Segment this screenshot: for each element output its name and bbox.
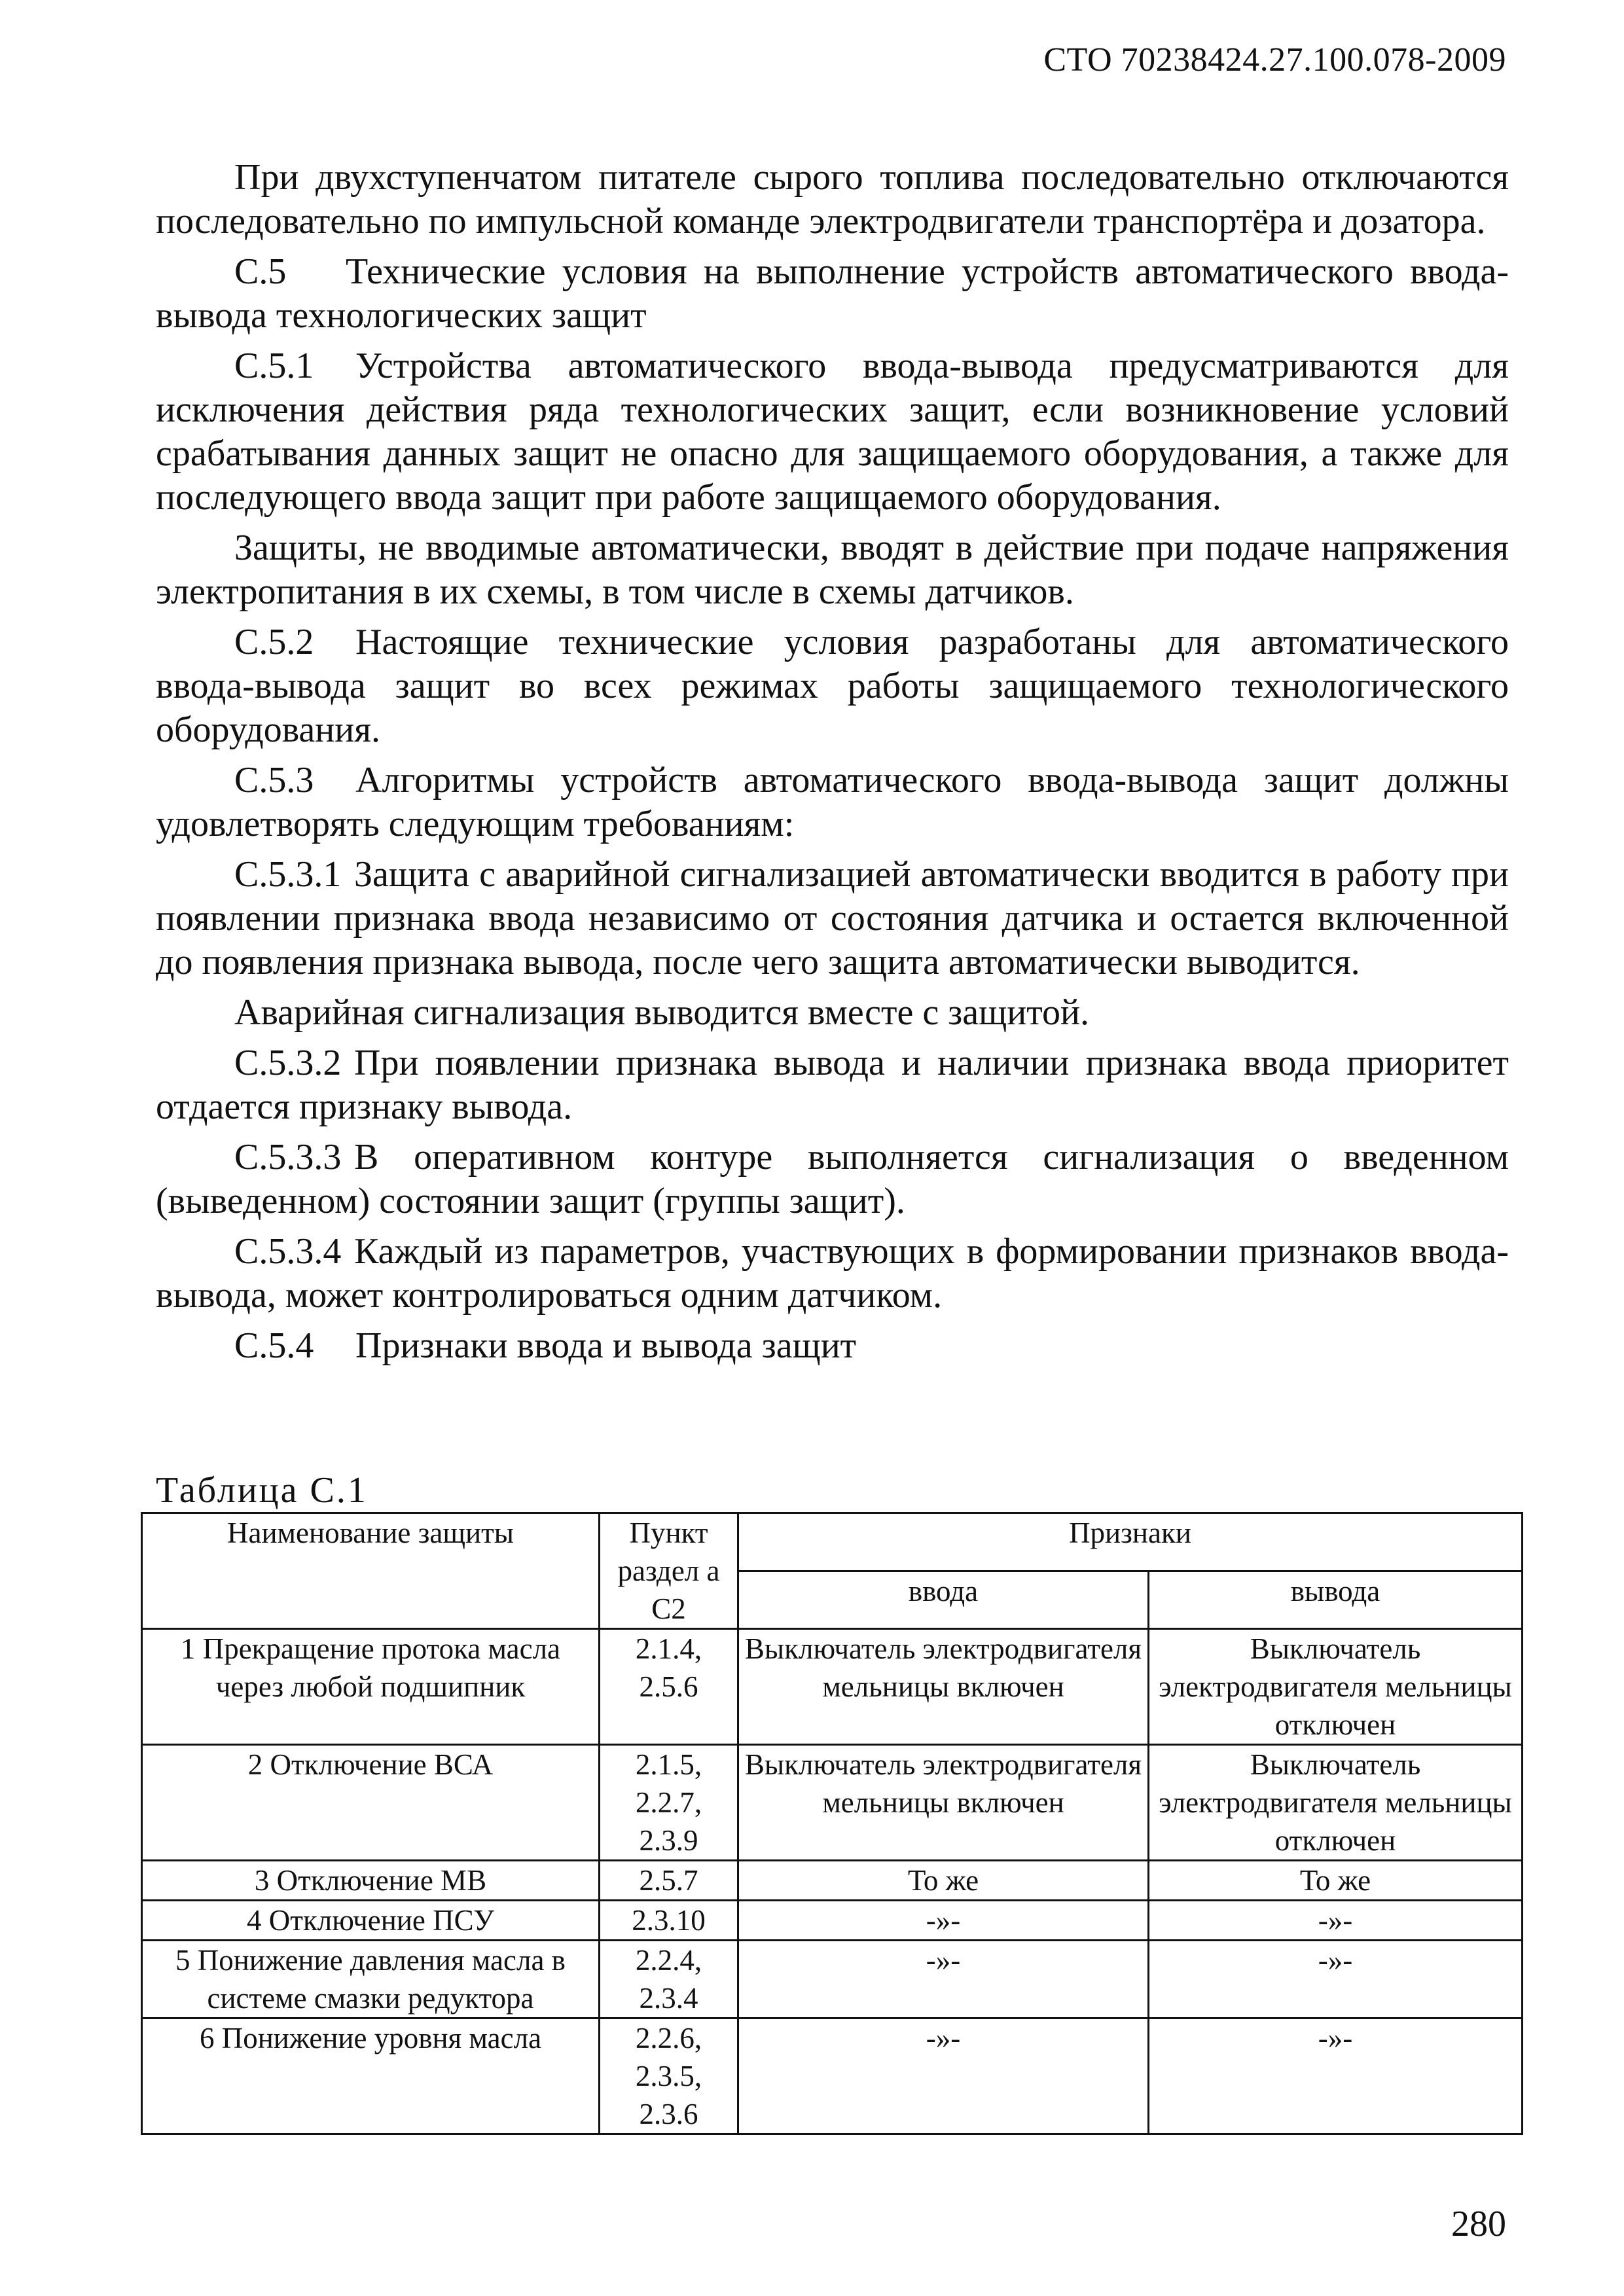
cell-name: 5 Понижение давления масла в системе смазки редуктора bbox=[142, 1941, 600, 2018]
cell-output: Выключатель электродвигателя мельницы отключен bbox=[1149, 1629, 1523, 1745]
cell-point: 2.1.5, 2.2.7, 2.3.9 bbox=[600, 1745, 738, 1861]
section-number: С.5 bbox=[234, 251, 287, 292]
document-body bbox=[156, 156, 1509, 1374]
paragraph-text: Аварийная сигнализация выводится вместе с защитой. bbox=[234, 992, 1089, 1033]
cell-name: 2 Отключение ВСА bbox=[142, 1745, 600, 1861]
document-code-header: СТО 70238424.27.100.078-2009 bbox=[1043, 41, 1506, 79]
paragraph-text: Защиты, не вводимые автоматически, вводят в действие при подаче напряжения электропитания в их схемы, в том числе в схемы датчиков. bbox=[156, 528, 1509, 612]
cell-point: 2.5.7 bbox=[600, 1861, 738, 1901]
paragraph-text: Алгоритмы устройств автоматического ввода-вывода защит должны удовлетворять следующим требованиям: bbox=[156, 760, 1509, 844]
paragraph-text: Каждый из параметров, участвующих в формировании признаков ввода-вывода, может контролироваться одним датчиком. bbox=[156, 1231, 1509, 1316]
cell-name: 3 Отключение МВ bbox=[142, 1861, 600, 1901]
cell-input: -»- bbox=[738, 1941, 1149, 2018]
section-number: С.5.3.2 bbox=[234, 1043, 342, 1083]
paragraph-feeder bbox=[156, 156, 1509, 243]
paragraph-alarm bbox=[156, 991, 1509, 1035]
cell-point: 2.2.6, 2.3.5, 2.3.6 bbox=[600, 2018, 738, 2134]
section-number: С.5.3.1 bbox=[234, 854, 342, 895]
table-row bbox=[142, 1861, 1523, 1901]
clause-c5-3-3 bbox=[156, 1136, 1509, 1223]
page-number: 280 bbox=[1451, 2204, 1506, 2244]
table-row bbox=[142, 1745, 1523, 1861]
section-number: С.5.4 bbox=[234, 1325, 314, 1366]
header-input: ввода bbox=[738, 1571, 1149, 1629]
cell-name: 1 Прекращение протока масла через любой подшипник bbox=[142, 1629, 600, 1745]
paragraph-text: Признаки ввода и вывода защит bbox=[355, 1325, 857, 1366]
clause-c5-3-2 bbox=[156, 1041, 1509, 1129]
paragraph-text: При двухступенчатом питателе сырого топлива последовательно отключаются последовательно по импульсной команде электродвигатели транспортёра и дозатора. bbox=[156, 157, 1509, 242]
cell-output: То же bbox=[1149, 1861, 1523, 1901]
paragraph-text: Настоящие технические условия разработаны для автоматического ввода-вывода защит во всех режимах работы защищаемого технологического оборудования. bbox=[156, 622, 1509, 750]
protections-table bbox=[141, 1512, 1523, 2135]
paragraph-text: Защита с аварийной сигнализацией автоматически вводится в работу при появлении признака ввода независимо от состояния датчика и остается включенной до появления признака вывода, после чего защита автоматически выводится. bbox=[156, 854, 1509, 982]
cell-name: 6 Понижение уровня масла bbox=[142, 2018, 600, 2134]
table-row bbox=[142, 1941, 1523, 2018]
paragraph-protections-not-auto bbox=[156, 526, 1509, 614]
cell-input: Выключатель электродвигателя мельницы включен bbox=[738, 1745, 1149, 1861]
section-number: С.5.2 bbox=[234, 622, 314, 662]
table-row bbox=[142, 1629, 1523, 1745]
clause-c5-1 bbox=[156, 344, 1509, 520]
cell-point: 2.1.4, 2.5.6 bbox=[600, 1629, 738, 1745]
clause-c5-4 bbox=[156, 1324, 1509, 1368]
cell-input: Выключатель электродвигателя мельницы включен bbox=[738, 1629, 1149, 1745]
cell-output: -»- bbox=[1149, 2018, 1523, 2134]
header-signs: Признаки bbox=[738, 1513, 1523, 1571]
cell-point: 2.3.10 bbox=[600, 1901, 738, 1941]
section-number: С.5.3 bbox=[234, 760, 314, 800]
paragraph-text: Устройства автоматического ввода-вывода предусматриваются для исключения действия ряда технологических защит, если возникновение условий срабатывания данных защит не опасно для защищаемого оборудования, а также для последующего ввода защит при работе защищаемого оборудования. bbox=[156, 346, 1509, 518]
section-number: С.5.3.3 bbox=[234, 1137, 342, 1177]
header-name: Наименование защиты bbox=[142, 1513, 600, 1629]
cell-input: -»- bbox=[738, 2018, 1149, 2134]
section-number: С.5.3.4 bbox=[234, 1231, 342, 1272]
clause-c5-2 bbox=[156, 620, 1509, 752]
header-point: Пункт раздел а С2 bbox=[600, 1513, 738, 1629]
table-row bbox=[142, 1901, 1523, 1941]
section-c5-heading bbox=[156, 250, 1509, 338]
cell-output: -»- bbox=[1149, 1901, 1523, 1941]
cell-point: 2.2.4, 2.3.4 bbox=[600, 1941, 738, 2018]
cell-input: -»- bbox=[738, 1901, 1149, 1941]
cell-name: 4 Отключение ПСУ bbox=[142, 1901, 600, 1941]
table-header-row bbox=[142, 1513, 1523, 1571]
cell-output: -»- bbox=[1149, 1941, 1523, 2018]
cell-input: То же bbox=[738, 1861, 1149, 1901]
clause-c5-3 bbox=[156, 759, 1509, 846]
paragraph-text: При появлении признака вывода и наличии признака ввода приоритет отдается признаку вывода. bbox=[156, 1043, 1509, 1127]
clause-c5-3-4 bbox=[156, 1230, 1509, 1318]
table-caption: Таблица С.1 bbox=[156, 1470, 368, 1511]
paragraph-text: Технические условия на выполнение устройств автоматического ввода-вывода технологических защит bbox=[156, 251, 1509, 336]
paragraph-text: В оперативном контуре выполняется сигнализация о введенном (выведенном) состоянии защит (группы защит). bbox=[156, 1137, 1509, 1221]
clause-c5-3-1 bbox=[156, 853, 1509, 984]
section-number: С.5.1 bbox=[234, 346, 314, 386]
header-output: вывода bbox=[1149, 1571, 1523, 1629]
table-row bbox=[142, 2018, 1523, 2134]
cell-output: Выключатель электродвигателя мельницы отключен bbox=[1149, 1745, 1523, 1861]
